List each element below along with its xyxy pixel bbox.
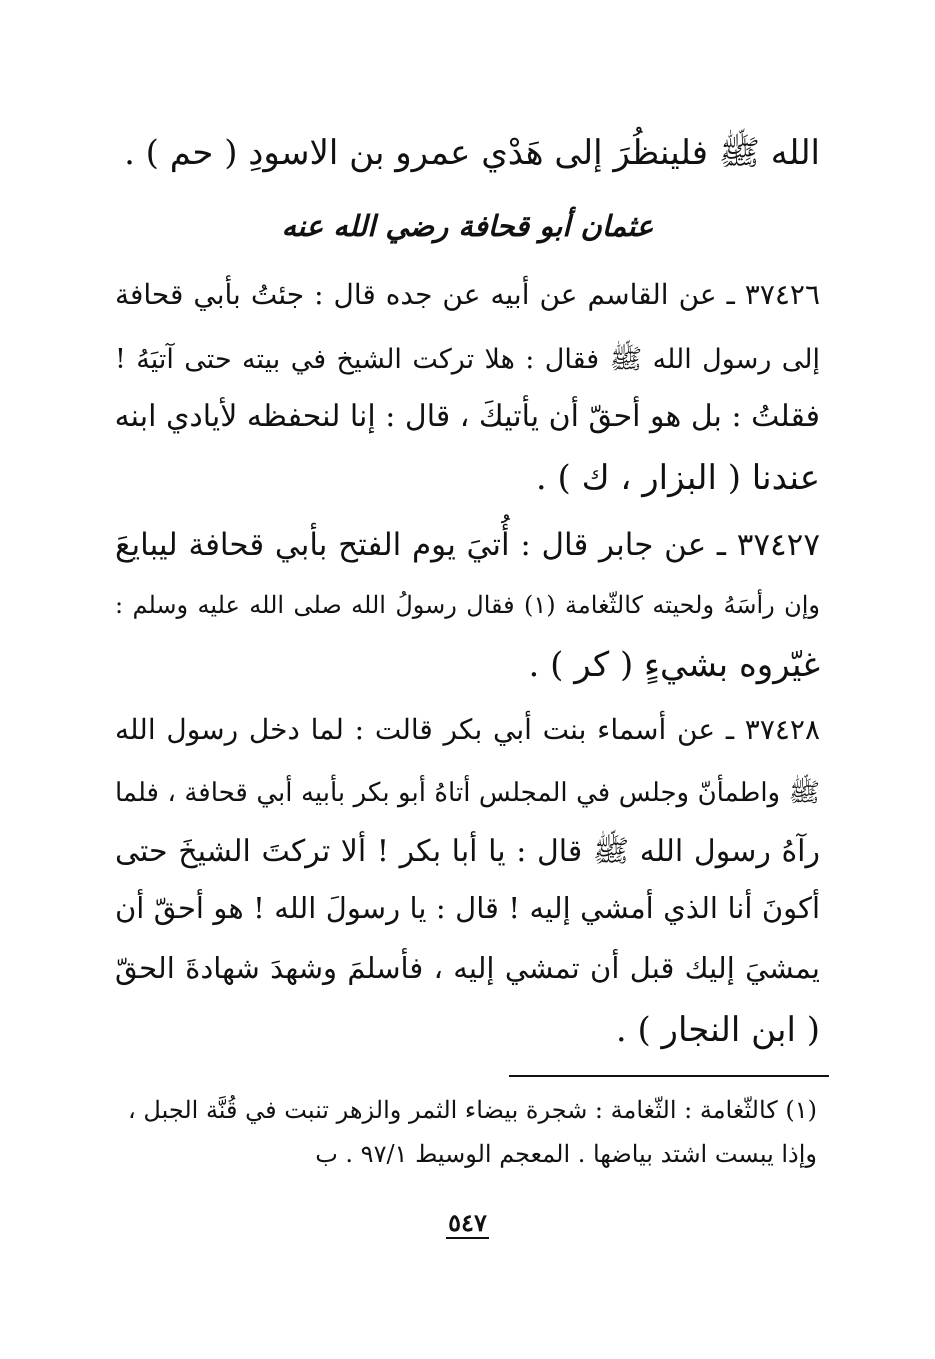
page-number xyxy=(0,1208,935,1238)
text-line: فقلتُ : بل هو أحقّ أن يأتيكَ ، قال : إنا لنحفظه لأيادي ابنه xyxy=(114,399,820,434)
text-line: رآهُ رسول الله ﷺ قال : يا أبا بكر ! ألا تركتَ الشيخَ حتى xyxy=(115,834,820,869)
footnote-line: (١) كالثّغامة : الثّغامة : شجرة بيضاء الثمر والزهر تنبت في قُنَّة الجبل ، xyxy=(128,1096,817,1124)
text-line: أكونَ أنا الذي أمشي إليه ! قال : يا رسولَ الله ! هو أحقّ أن xyxy=(115,891,820,925)
text-line: ٣٧٤٢٨ ـ عن أسماء بنت أبي بكر قالت : لما دخل رسول الله xyxy=(115,713,820,746)
text-line: ٣٧٤٢٦ ـ عن القاسم عن أبيه عن جده قال : جئتُ بأبي قحافة xyxy=(115,278,820,311)
page-number-text: ٥٤٧ xyxy=(448,1208,487,1237)
text-line: ٣٧٤٢٧ ـ عن جابر قال : أُتيَ يوم الفتح بأبي قحافة ليبايعَ xyxy=(115,527,820,563)
text-line: ( ابن النجار ) . xyxy=(615,1010,820,1050)
text-line: الله ﷺ فلينظُرَ إلى هَدْي عمرو بن الاسودِ ( حم ) . xyxy=(124,133,820,173)
text-line: يمشيَ إليك قبل أن تمشي إليه ، فأسلمَ وشهدَ شهادةَ الحقّ xyxy=(115,951,820,985)
text-line: عندنا ( البزار ، ك ) . xyxy=(535,458,820,498)
footnote-divider xyxy=(509,1075,829,1077)
text-line: وإن رأسَهُ ولحيته كالثّغامة (١) فقال رسولُ الله صلى الله عليه وسلم : xyxy=(115,591,820,619)
section-heading: عثمان أبو قحافة رضي الله عنه xyxy=(281,209,654,243)
footnote-line: وإذا يبست اشتد بياضها . المعجم الوسيط ٩٧/١ . ب xyxy=(315,1140,817,1168)
text-line: ﷺ واطمأنّ وجلس في المجلس أتاهُ أبو بكر بأبيه أبي قحافة ، فلما xyxy=(115,778,820,808)
text-line: غيّروه بشيءٍ ( كر ) . xyxy=(528,645,820,685)
text-line: إلى رسول الله ﷺ فقال : هلا تركت الشيخ في بيته حتى آتيَهُ ! xyxy=(115,344,820,375)
